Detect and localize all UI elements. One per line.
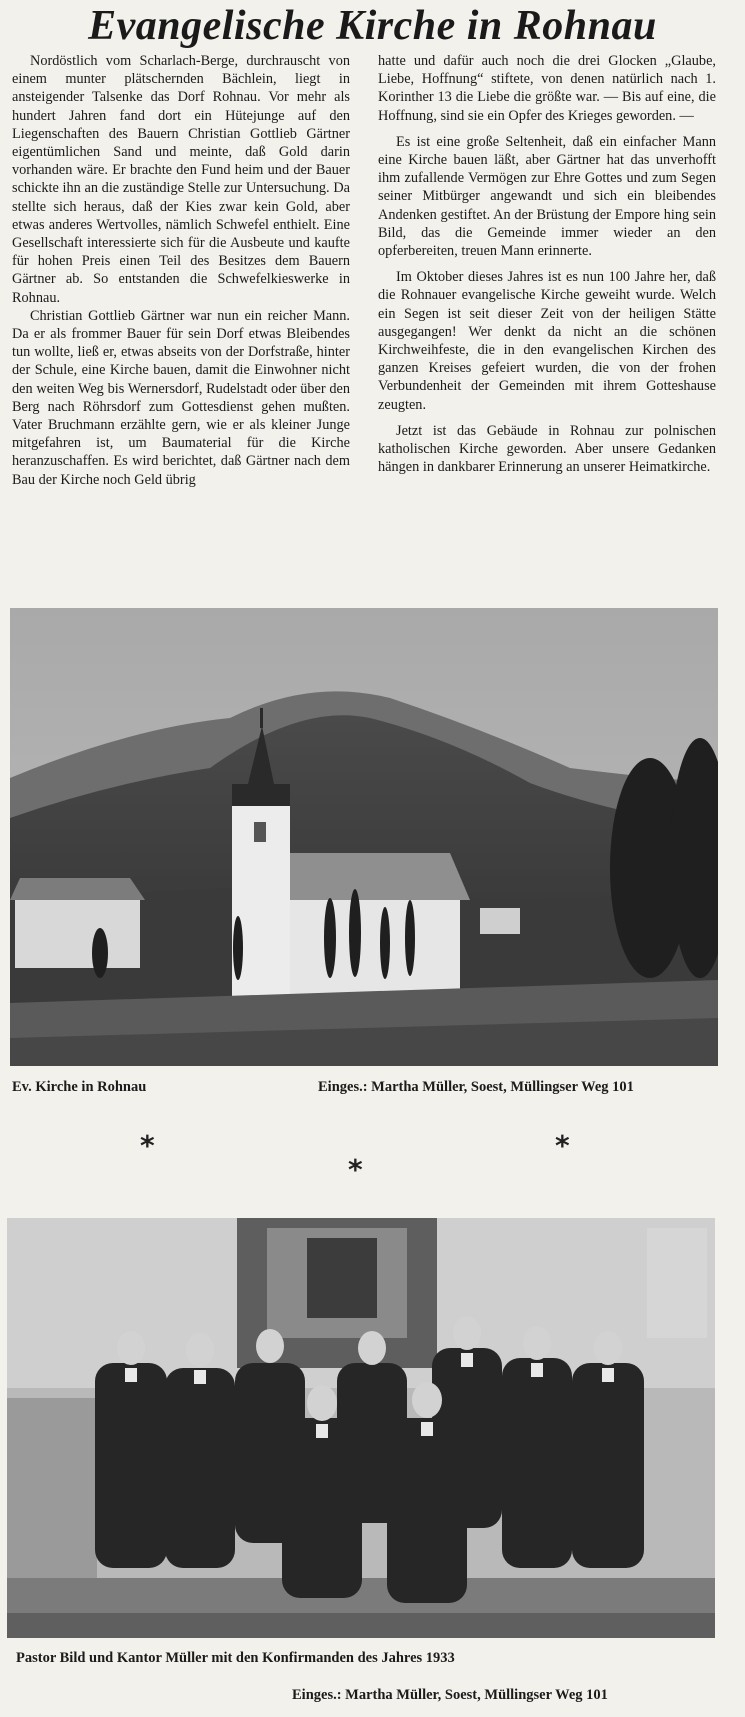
church-caption: Ev. Kirche in Rohnau <box>12 1079 147 1095</box>
separator-star: * <box>555 1129 570 1162</box>
paragraph: Es ist eine große Seltenheit, daß ein einfacher Mann eine Kirche bauen läßt, aber Gärtner hat das unverhofft ihm zufallende Vermögen zur Ehre Gottes und zum Segen seiner Mitbürger angewandt und sich ein bleibendes Andenken gestiftet. An der Brüstung der Empore hing sein Bild, das die Gemeinde immer wieder an den opferbereiten, treuen Mann erinnerte. <box>378 133 716 260</box>
paragraph: Christian Gottlieb Gärtner war nun ein reicher Mann. Da er als frommer Bauer für sein Dorf etwas Bleibendes tun wollte, ließ er, etwas abseits von der Dorfstraße, hinter der Schule, eine Kirche bauen, damit die Einwohner nicht den weiten Weg bis Wernersdorf, Rudelstadt oder über den Berg nach Röhrsdorf zum Gottesdienst gehen mußten. Vater Bruchmann erzählte gern, wie er als kleiner Junge mitgefahren ist, um Baumaterial für die Kirche heranzuschaffen. Es wird berichtet, daß Gärtner nach dem Bau der Kirche noch Geld übrig <box>12 307 350 488</box>
group-caption: Pastor Bild und Kantor Müller mit den Konfirmanden des Jahres 1933 <box>16 1650 455 1666</box>
separator-star: * <box>140 1129 155 1162</box>
paragraph: Nordöstlich vom Scharlach-Berge, durchrauscht von einem munter plätschernden Bächlein, liegt in ansteigender Talsenke das Dorf Rohnau. Vor mehr als hundert Jahren fand dort ein Hütejunge auf den Liegenschaften des Bauern Christian Gottlieb Gärtner eigentümlichen Sand und meinte, daß Gold darin vorhanden wäre. Er brachte den Fund heim und der Bauer schickte ihn an die zuständige Stelle zur Untersuchung. Da stellte sich heraus, daß der Kies zwar kein Gold, aber etwas anderes Wertvolles, nämlich Schwefel enthielt. Eine Gesellschaft interessierte sich für die Ausbeute und kaufte für hohen Preis einen Teil des Besitzes dem Bauern Gärtner ab. So entstanden die Schwefelkieswerke in Rohnau. <box>12 53 350 306</box>
church-credit: Einges.: Martha Müller, Soest, Müllingser Weg 101 <box>318 1079 634 1095</box>
confirmands-group-photo <box>7 1218 715 1638</box>
paragraph: Jetzt ist das Gebäude in Rohnau zur polnischen katholischen Kirche geworden. Aber unsere Gedanken hängen in dankbarer Erinnerung an unserer Heimatkirche. <box>378 422 716 476</box>
article-column-left <box>12 52 350 489</box>
paragraph: hatte und dafür auch noch die drei Glocken „Glaube, Liebe, Hoffnung“ stiftete, von denen natürlich nach 1. Korinther 13 die Liebe die größte war. — Bis auf eine, die Hoffnung, sind sie ein Opfer des Krieges geworden. — <box>378 53 716 124</box>
paragraph: Im Oktober dieses Jahres ist es nun 100 Jahre her, daß die Rohnauer evangelische Kirche geweiht wurde. Welch ein Segen ist seit dieser Zeit von der heiligen Stätte ausgegangen! Wer denkt da nicht an die schönen Kirchweihfeste, die in den evangelischen Kirchen des ganzen Kreises gefeiert wurden, die von der frohen Verbundenheit der Gemeinden mit ihrem Gotteshause zeugten. <box>378 269 716 413</box>
church-photo <box>10 608 718 1066</box>
article-title: Evangelische Kirche in Rohnau <box>88 3 657 49</box>
article-column-right <box>378 52 716 476</box>
group-credit: Einges.: Martha Müller, Soest, Müllingser Weg 101 <box>292 1687 608 1703</box>
separator-star: * <box>348 1153 363 1186</box>
